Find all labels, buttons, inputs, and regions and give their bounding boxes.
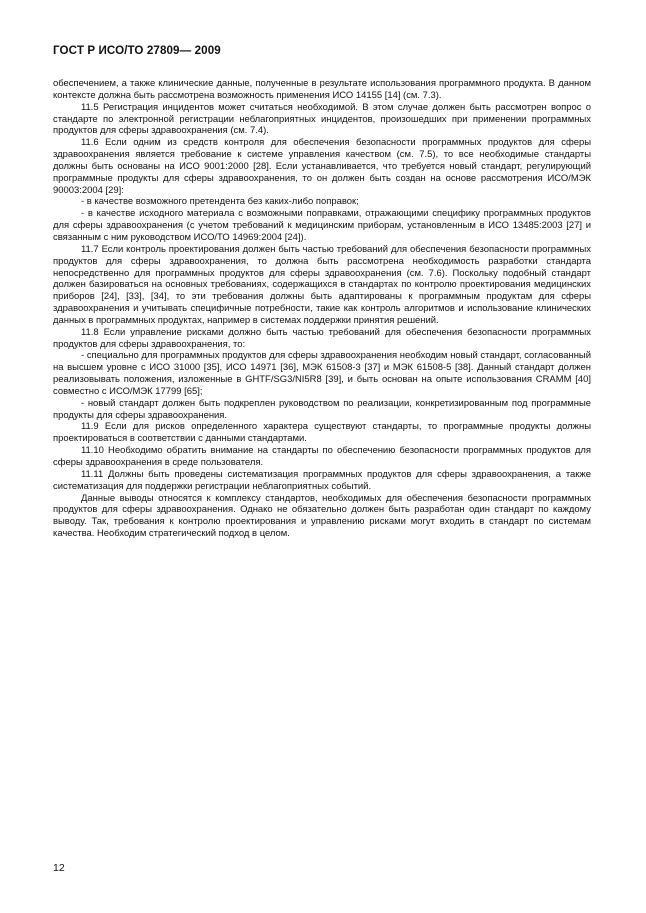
paragraph-conclusion: Данные выводы относятся к комплексу стандартов, необходимых для обеспечения безопасности программных продуктов для сферы здравоохранения. Однако не обязательно должен быть разработан один стандарт по каждому выводу. Так, требования к контролю проектирования и управлению рисками могут входить в стандарт по системам качества. Необходим стратегический подход в целом.: [53, 492, 591, 540]
paragraph-11-11: 11.11 Должны быть проведены систематизация программных продуктов для сферы здравоохранения, а также систематизация для поддержки регистрации неблагоприятных событий.: [53, 468, 591, 492]
list-item-implementation-guide: - новый стандарт должен быть подкреплен руководством по реализации, конкретизированным под программные продукты для сферы здравоохранения.: [53, 397, 591, 421]
document-body: [53, 78, 591, 540]
list-item-source-material: - в качестве исходного материала с возможными поправками, отражающими специфику программных продуктов для сферы здравоохранения (с учетом требований к медицинским приборам, установленным в ИСО 13485:2003 [27] и связанным с ним руководством ИСО/ТО 14969:2004 [24]).: [53, 208, 591, 243]
list-item-candidate: - в качестве возможного претендента без каких-либо поправок;: [81, 196, 359, 208]
paragraph-11-7: 11.7 Если контроль проектирования должен быть частью требований для обеспечения безопасности программных продуктов для сферы здравоохранения, то должна быть рассмотрена необходимость разработки стандарта непосредственно для программных продуктов для сферы здравоохранения (см. 7.6). Поскольку подобный стандарт должен базироваться на основных требованиях, содержащихся в стандартах по контролю проектирования медицинских приборов [24], [33], [34], то эти требования должны быть адаптированы к программным продуктам для сферы здравоохранения и учитывать специфичные потребности, такие как контроль алгоритмов и использование клинических данных в программных продуктах, например в системах поддержки принятия решений.: [53, 243, 591, 326]
document-header: ГОСТ Р ИСО/ТО 27809— 2009: [53, 44, 221, 57]
paragraph-11-9: 11.9 Если для рисков определенного характера существуют стандарты, то программные продукты должны проектироваться в соответствии с данными стандартами.: [53, 421, 591, 445]
paragraph-continuation: обеспечением, а также клинические данные, полученные в результате использования программного продукта. В данном контексте должна быть рассмотрена возможность применения ИСО 14155 [14] (см. 7.3).: [53, 78, 591, 101]
paragraph-11-5: 11.5 Регистрация инцидентов может считаться необходимой. В этом случае должен быть рассмотрен вопрос о стандарте по электронной регистрации неблагоприятных инцидентов, произошедших при применении программных продуктов для сферы здравоохранения (см. 7.4).: [53, 101, 591, 137]
list-item-new-standard: - специально для программных продуктов для сферы здравоохранения необходим новый стандарт, согласованный на высшем уровне с ИСО 31000 [35], ИСО 14971 [36], МЭК 61508-3 [37] и МЭК 61508-5 [38]. Данный стандарт должен реализовывать положения, изложенные в GHTF/SG3/NI5R8 [39], и быть основан на опыте использования CRAMM [40] совместно с ИСО/МЭК 17799 [65];: [53, 350, 591, 397]
paragraph-11-6: 11.6 Если одним из средств контроля для обеспечения безопасности программных продуктов для сферы здравоохранения является требование к системе управления качеством (см. 7.5), то все необходимые стандарты должны быть основаны на ИСО 9001:2000 [28]. Если устанавливается, что требуется новый стандарт, регулирующий программные продукты для сферы здравоохранения, то он должен быть создан на основе рассмотрения ИСО/МЭК 90003:2004 [29]:: [53, 137, 591, 196]
page-number: 12: [53, 862, 65, 874]
paragraph-11-10: 11.10 Необходимо обратить внимание на стандарты по обеспечению безопасности программных продуктов для сферы здравоохранения в среде пользователя.: [53, 445, 591, 468]
paragraph-11-8: 11.8 Если управление рисками должно быть частью требований для обеспечения безопасности программных продуктов для сферы здравоохранения, то:: [53, 326, 591, 350]
